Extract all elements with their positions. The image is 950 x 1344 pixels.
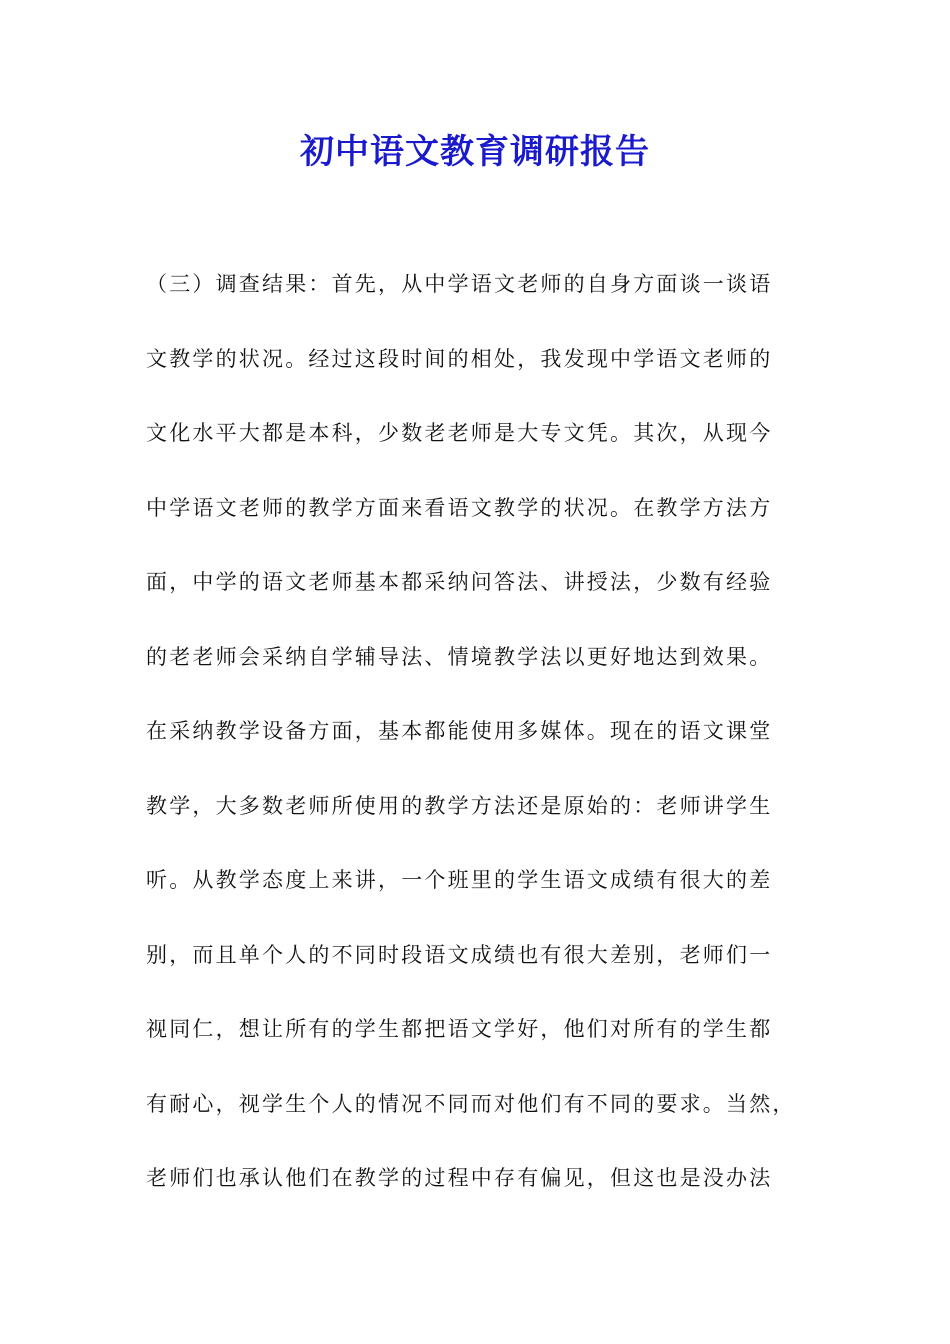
text-line: 的老老师会采纳自学辅导法、情境教学法以更好地达到效果。 — [146, 644, 773, 669]
text-line: 教学，大多数老师所使用的教学方法还是原始的：老师讲学生 — [146, 793, 773, 818]
text-line: 老师们也承认他们在教学的过程中存有偏见，但这也是没办法 — [146, 1166, 773, 1190]
text-line: 文教学的状况。经过这段时间的相处，我发现中学语文老师的 — [146, 346, 773, 371]
text-line: 文化水平大都是本科，少数老老师是大专文凭。其次，从现今 — [146, 421, 773, 445]
text-line: 视同仁，想让所有的学生都把语文学好，他们对所有的学生都 — [146, 1017, 773, 1041]
text-line: 在采纳教学设备方面，基本都能使用多媒体。现在的语文课堂 — [146, 719, 773, 743]
body-text — [146, 256, 826, 1225]
text-line: 听。从教学态度上来讲，一个班里的学生语文成绩有很大的差 — [146, 868, 773, 892]
text-line: 中学语文老师的教学方面来看语文教学的状况。在教学方法方 — [146, 495, 773, 520]
text-line: 有耐心，视学生个人的情况不同而对他们有不同的要求。当然， — [146, 1091, 796, 1116]
text-line: 别，而且单个人的不同时段语文成绩也有很大差别，老师们一 — [146, 942, 773, 967]
text-line: （三）调查结果：首先，从中学语文老师的自身方面谈一谈语 — [146, 272, 773, 296]
page-title: 初中语文教育调研报告 — [300, 132, 650, 172]
text-line: 面，中学的语文老师基本都采纳问答法、讲授法，少数有经验 — [146, 570, 773, 594]
